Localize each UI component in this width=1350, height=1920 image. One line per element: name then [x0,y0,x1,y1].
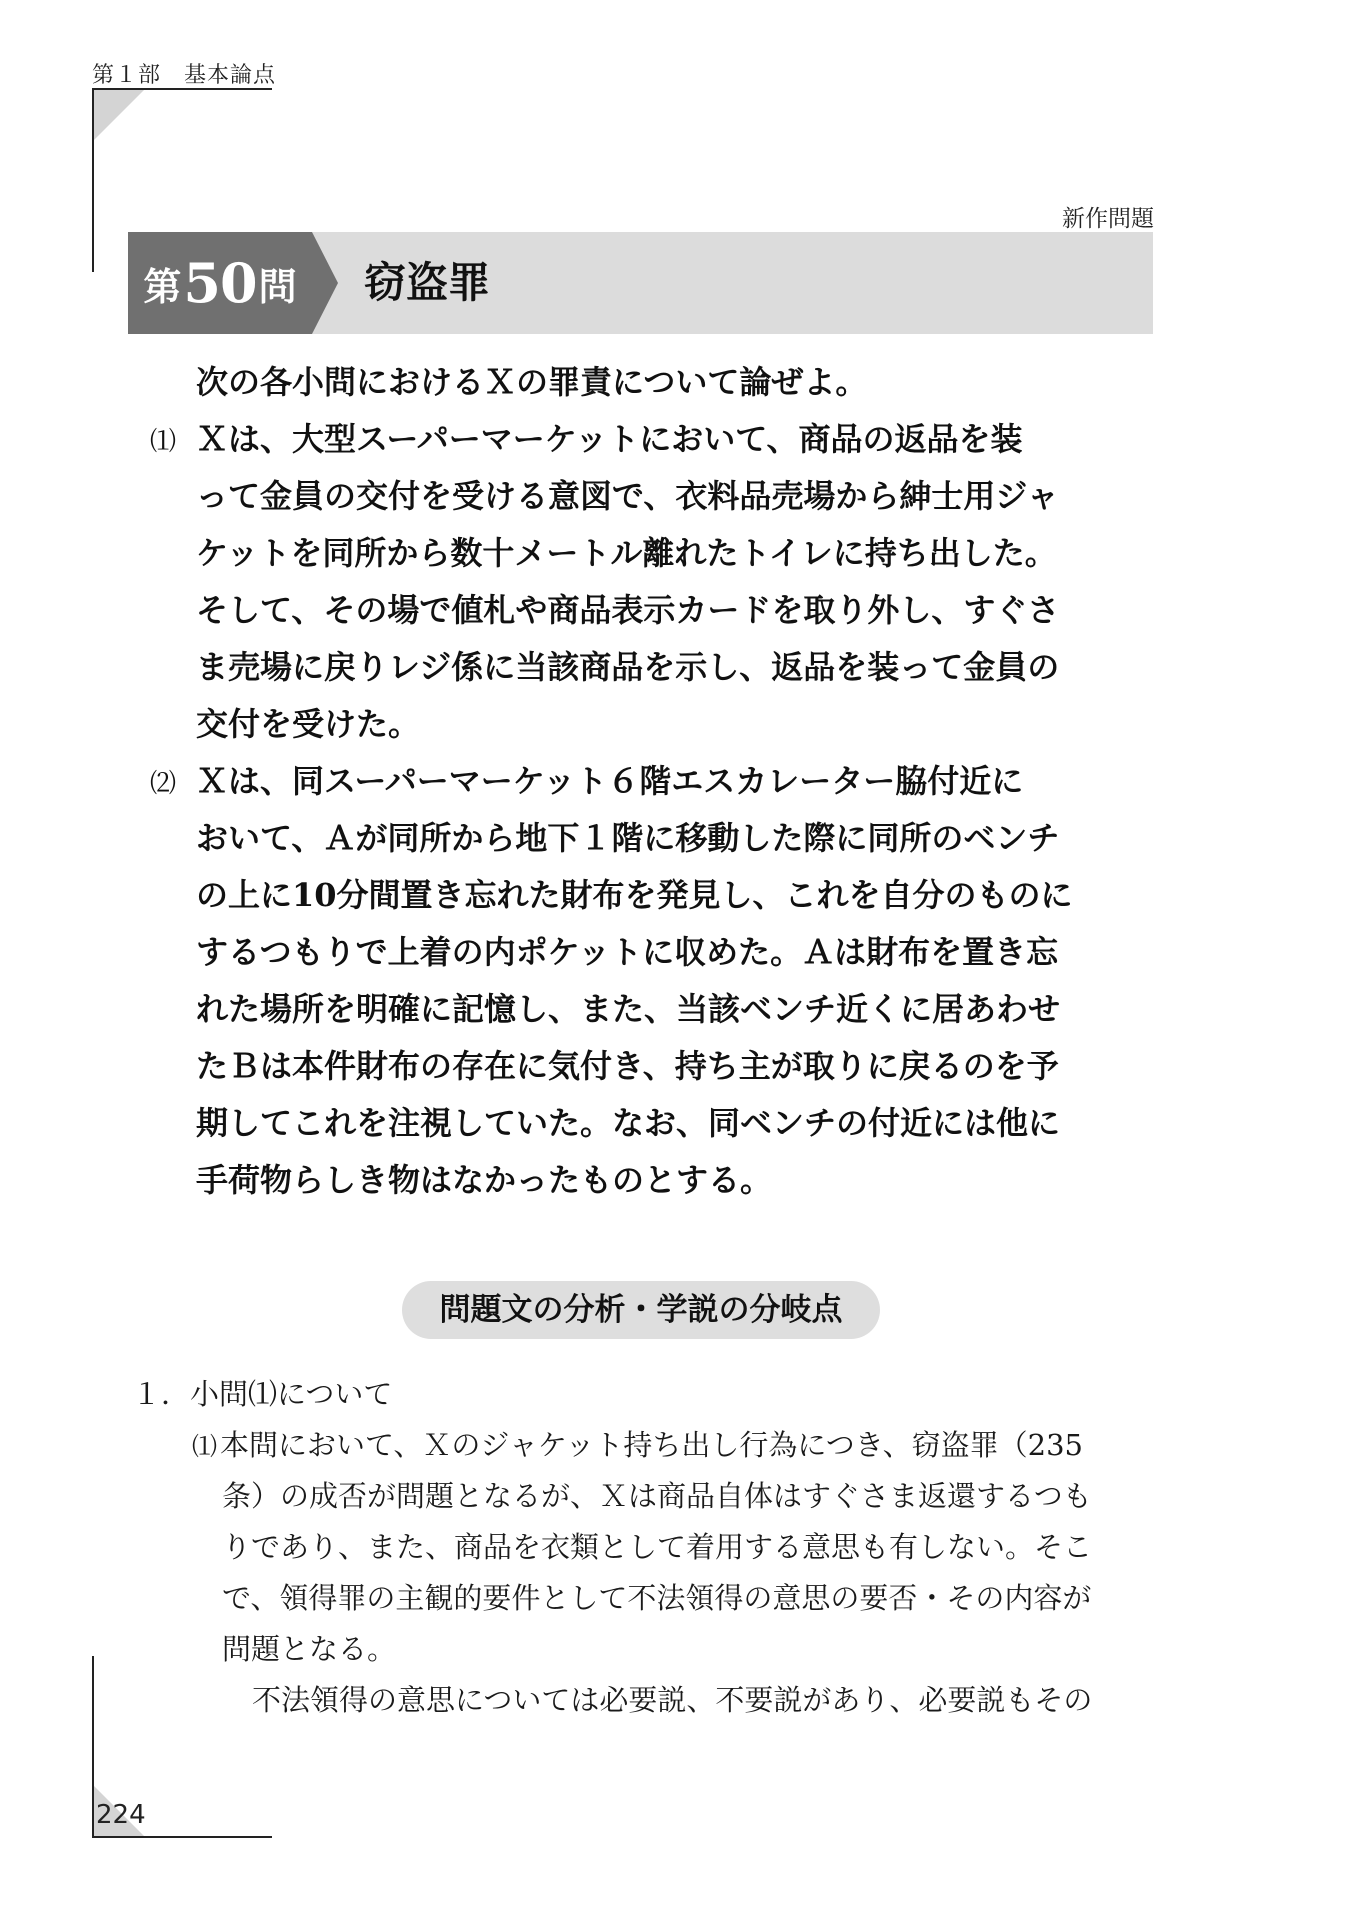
problem-number: 50 [183,251,257,315]
analysis-paragraph: 不法領得の意思については必要説、不要説があり、必要説もその [252,1683,1093,1717]
question-2-line: の上に10分間置き忘れた財布を発見し、これを自分のものに [196,876,1073,914]
analysis-line: 条）の成否が問題となるが、Ｘは商品自体はすぐさま返還するつも [222,1479,1092,1513]
problem-number-suffix: 問 [258,263,297,309]
question-2-text: Ｘは、同スーパーマーケット６階エスカレーター脇付近に [196,762,1024,800]
subsection-marker: ⑴ [192,1432,218,1461]
analysis-line: で、領得罪の主観的要件として不法領得の意思の要否・その内容が [222,1581,1092,1615]
question-1-line: って金員の交付を受ける意図で、衣料品売場から紳士用ジャ [196,477,1059,515]
new-problem-tag: 新作問題 [1062,206,1154,232]
question-1-text: Ｘは、大型スーパーマーケットにおいて、商品の返品を装 [196,420,1023,458]
question-2-line: おいて、Ａが同所から地下１階に移動した際に同所のベンチ [196,819,1060,857]
problem-intro: 次の各小問におけるＸの罪責について論ぜよ。 [196,363,868,401]
running-header: 第１部 基本論点 [92,63,277,88]
analysis-text: 本問において、Ｘのジャケット持ち出し行為につき、窃盗罪（235 [220,1428,1084,1462]
header-corner-triangle [94,90,144,140]
title-arrow [312,232,338,334]
question-1-line: ま売場に戻りレジ係に当該商品を示し、返品を装って金員の [196,648,1060,686]
analysis-body [132,1369,1152,1726]
question-1-line [150,411,1125,468]
question-2-line [150,753,1125,810]
question-2-line: するつもりで上着の内ポケットに収めた。Ａは財布を置き忘 [196,933,1059,971]
question-1-line: そして、その場で値札や商品表示カードを取り外し、すぐさ [196,591,1060,629]
section-heading: １．小問⑴について [132,1377,393,1411]
question-2-line: 期してこれを注視していた。なお、同ベンチの付近には他に [196,1104,1061,1142]
analysis-line: りであり、また、商品を衣類として着用する意思も有しない。そこ [222,1530,1093,1564]
question-2-marker: ⑵ [150,769,177,799]
question-1-line: 交付を受けた。 [196,705,421,743]
analysis-line: 問題となる。 [222,1632,397,1666]
problem-statement [150,354,1125,1209]
analysis-line [132,1420,1152,1471]
problem-number-box [128,232,312,334]
question-2-line: 手荷物らしき物はなかったものとする。 [196,1161,773,1199]
problem-number-prefix: 第 [143,263,182,309]
question-1-line: ケットを同所から数十メートル離れたトイレに持ち出した。 [196,534,1057,572]
question-2-line: たＢは本件財布の存在に気付き、持ち主が取りに戻るのを予 [196,1047,1059,1085]
page-number: 224 [96,1800,146,1830]
problem-title: 窃盗罪 [364,258,491,307]
analysis-heading: 問題文の分析・学説の分岐点 [439,1292,843,1328]
question-1-marker: ⑴ [150,427,177,457]
question-2-line: れた場所を明確に記憶し、また、当該ベンチ近くに居あわせ [196,990,1061,1028]
footer-rule [92,1836,272,1838]
